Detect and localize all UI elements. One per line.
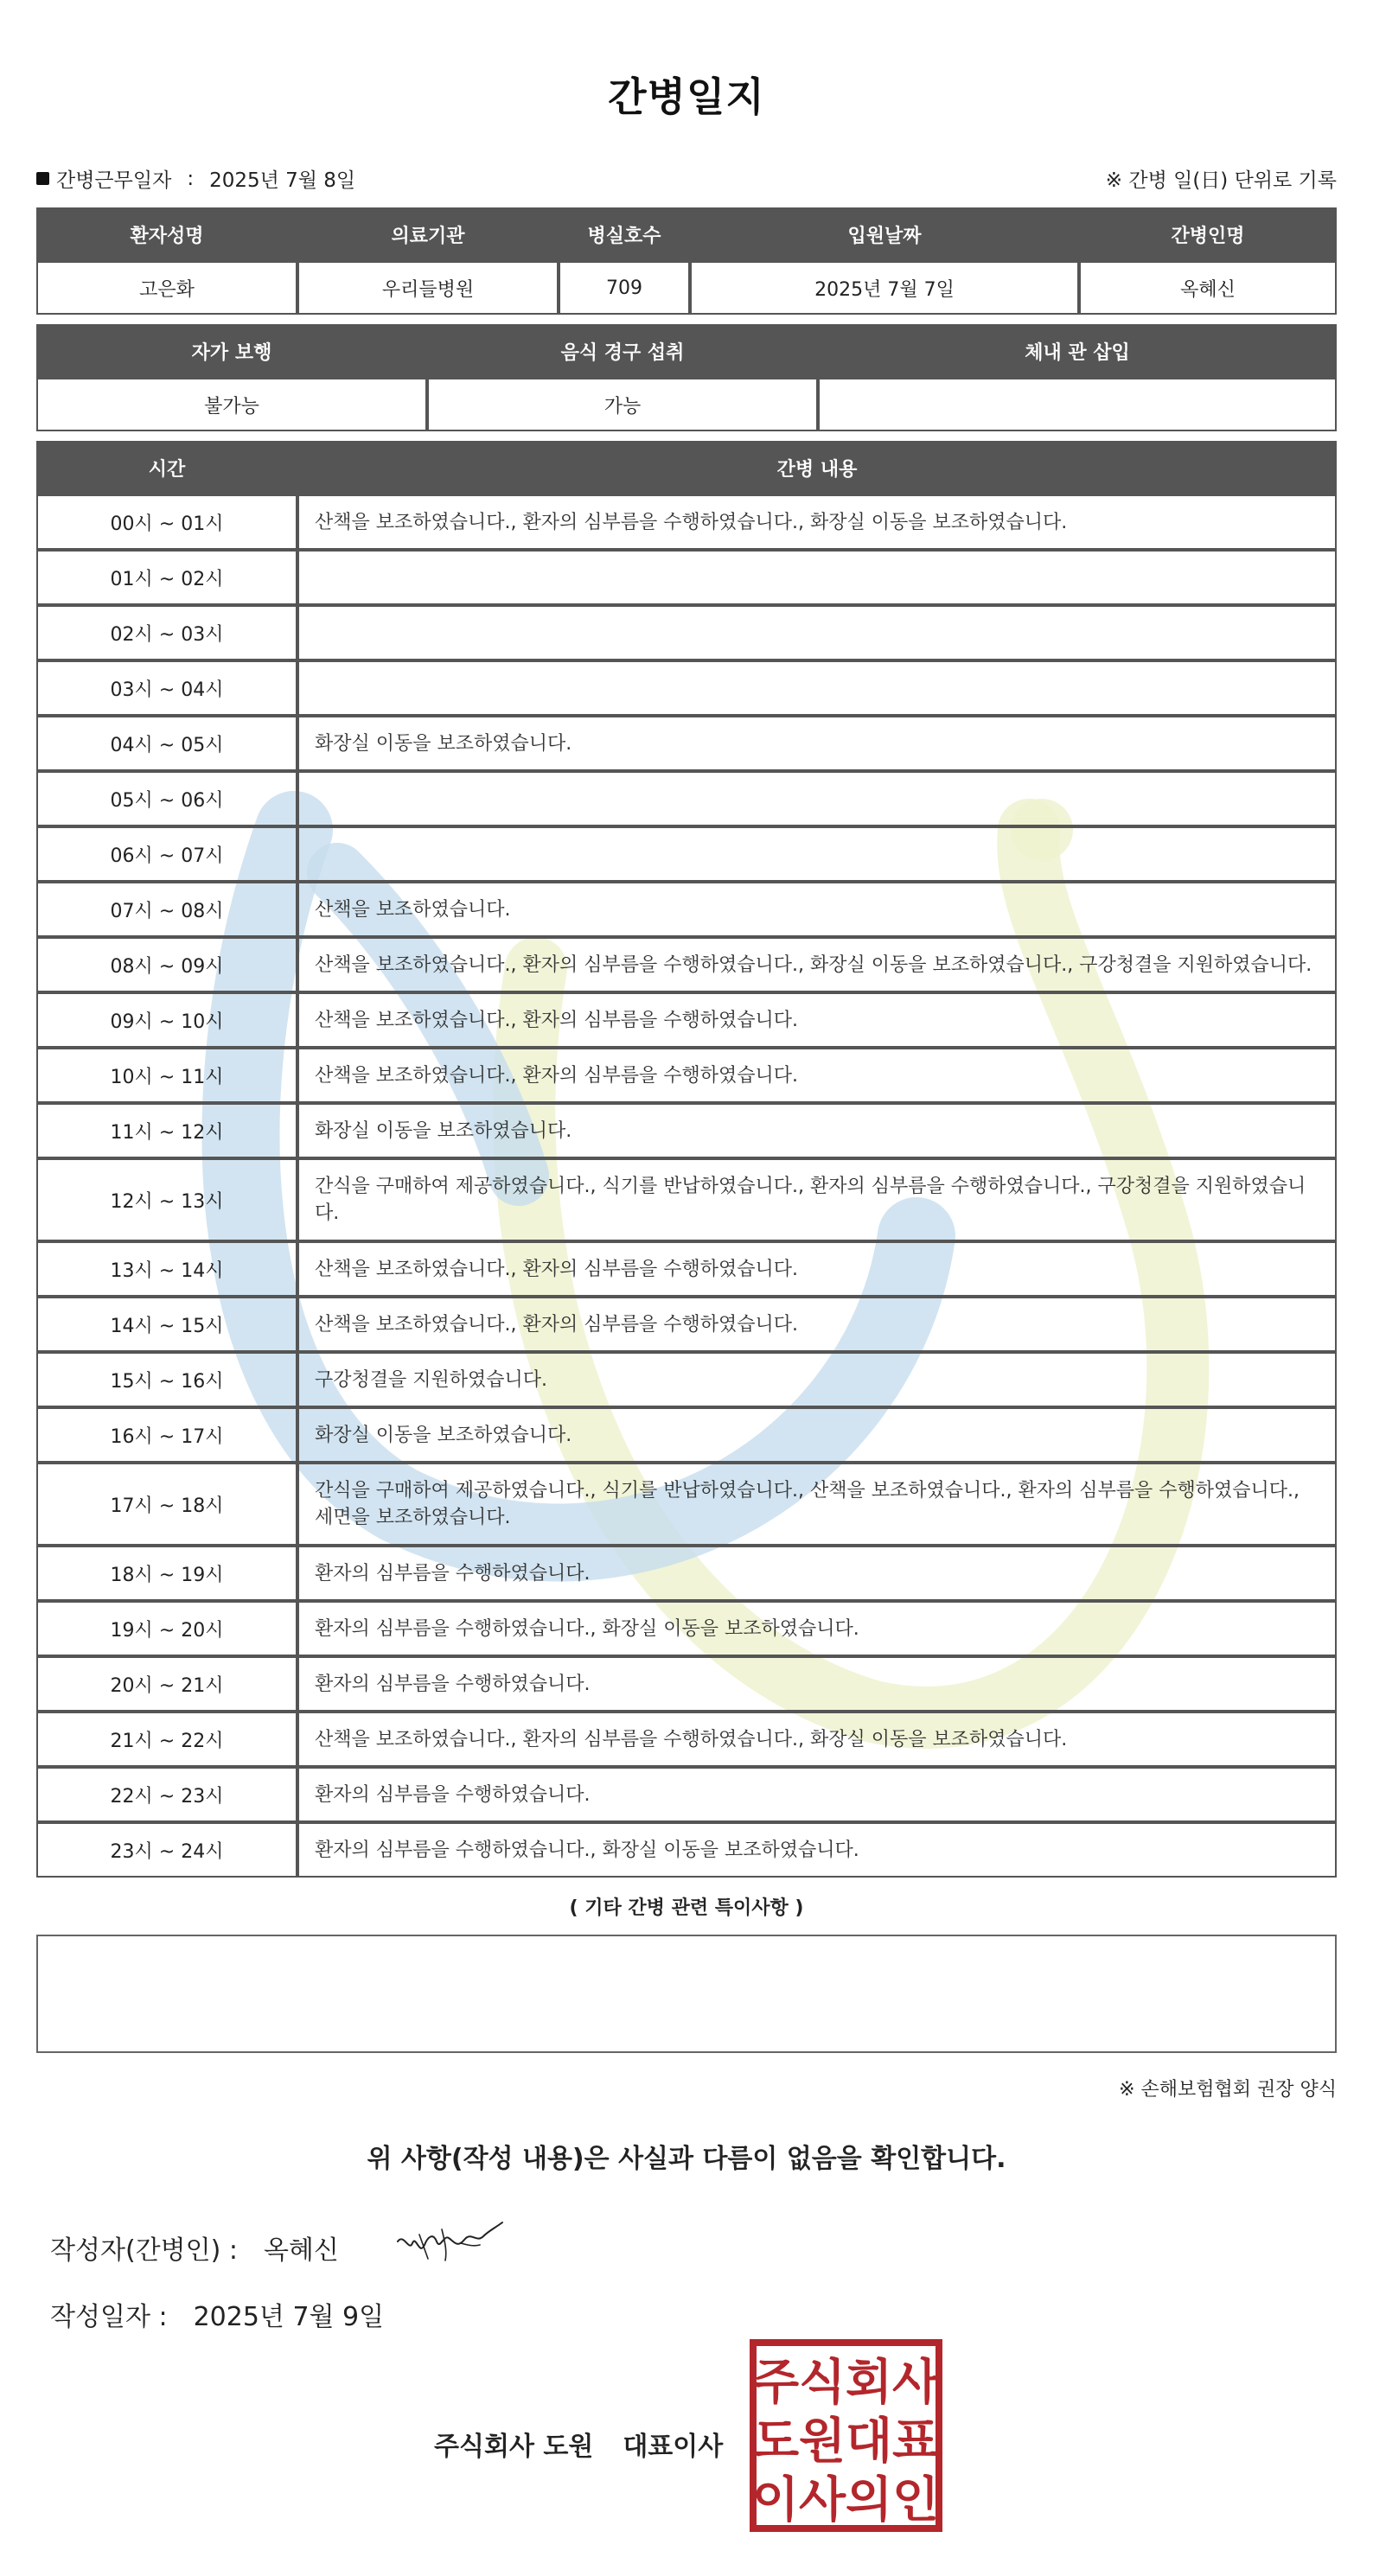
log-row xyxy=(36,992,1337,1048)
log-row xyxy=(36,1767,1337,1822)
log-content: 간식을 구매하여 제공하였습니다., 식기를 반납하였습니다., 환자의 심부름을 수행하였습니다., 구강청결을 지원하였습니다. xyxy=(297,1158,1337,1241)
header-self-walking: 자가 보행 xyxy=(36,324,427,378)
log-row xyxy=(36,716,1337,771)
log-time: 10시 ~ 11시 xyxy=(36,1048,297,1103)
seal-character: 사 xyxy=(891,2355,940,2411)
writer-label: 작성자(간병인) : xyxy=(50,2235,238,2266)
log-time: 12시 ~ 13시 xyxy=(36,1158,297,1241)
log-content: 산책을 보조하였습니다., 환자의 심부름을 수행하였습니다. xyxy=(297,1048,1337,1103)
seal-character: 회 xyxy=(845,2355,893,2411)
log-time: 13시 ~ 14시 xyxy=(36,1241,297,1297)
log-time: 23시 ~ 24시 xyxy=(36,1822,297,1878)
patient-info-table xyxy=(36,207,1337,315)
log-row xyxy=(36,1463,1337,1546)
log-content: 화장실 이동을 보조하였습니다. xyxy=(297,716,1337,771)
special-notes-box xyxy=(36,1935,1337,2053)
seal-character: 도 xyxy=(751,2413,800,2470)
seal-character: 의 xyxy=(845,2472,893,2528)
log-content xyxy=(297,826,1337,882)
special-notes-title: ( 기타 간병 관련 특이사항 ) xyxy=(569,1897,804,1919)
log-time: 14시 ~ 15시 xyxy=(36,1297,297,1352)
log-time: 20시 ~ 21시 xyxy=(36,1656,297,1712)
log-row xyxy=(36,1352,1337,1407)
log-row xyxy=(36,1241,1337,1297)
log-content: 환자의 심부름을 수행하였습니다. xyxy=(297,1546,1337,1601)
log-time: 00시 ~ 01시 xyxy=(36,494,297,550)
patient-status-table xyxy=(36,324,1337,431)
log-row xyxy=(36,1601,1337,1656)
oral-intake-value: 가능 xyxy=(427,378,818,431)
log-time: 22시 ~ 23시 xyxy=(36,1767,297,1822)
log-time: 11시 ~ 12시 xyxy=(36,1103,297,1158)
care-log-table xyxy=(36,441,1337,1878)
log-content: 산책을 보조하였습니다., 환자의 심부름을 수행하였습니다. xyxy=(297,1297,1337,1352)
log-time: 09시 ~ 10시 xyxy=(36,992,297,1048)
log-content: 환자의 심부름을 수행하였습니다. xyxy=(297,1767,1337,1822)
log-content xyxy=(297,605,1337,660)
company-title: 대표이사 xyxy=(623,2432,724,2462)
log-row xyxy=(36,826,1337,882)
log-time: 18시 ~ 19시 xyxy=(36,1546,297,1601)
form-source-note: ※ 손해보험협회 권장 양식 xyxy=(1119,2079,1337,2101)
written-date-value: 2025년 7월 9일 xyxy=(193,2302,385,2332)
header-oral-intake: 음식 경구 섭취 xyxy=(427,324,818,378)
status-header-row xyxy=(36,324,1337,378)
header-care-content: 간병 내용 xyxy=(297,441,1337,494)
log-row xyxy=(36,1407,1337,1463)
work-date-separator: : xyxy=(187,167,195,190)
log-time: 04시 ~ 05시 xyxy=(36,716,297,771)
log-content: 산책을 보조하였습니다., 환자의 심부름을 수행하였습니다. xyxy=(297,1241,1337,1297)
log-content xyxy=(297,771,1337,826)
caregiver-name: 옥혜신 xyxy=(1079,261,1337,315)
writer-name: 옥혜신 xyxy=(263,2235,339,2266)
written-date-label: 작성일자 : xyxy=(50,2302,168,2332)
log-row xyxy=(36,660,1337,716)
log-content: 구강청결을 지원하였습니다. xyxy=(297,1352,1337,1407)
log-row xyxy=(36,1546,1337,1601)
patient-header-row xyxy=(36,207,1337,261)
admission-date: 2025년 7월 7일 xyxy=(690,261,1079,315)
log-row xyxy=(36,1297,1337,1352)
log-content xyxy=(297,550,1337,605)
signature-image xyxy=(393,2217,506,2269)
log-content: 환자의 심부름을 수행하였습니다., 화장실 이동을 보조하였습니다. xyxy=(297,1601,1337,1656)
status-value-row xyxy=(36,378,1337,431)
header-time: 시간 xyxy=(36,441,297,494)
log-row xyxy=(36,1048,1337,1103)
log-time: 06시 ~ 07시 xyxy=(36,826,297,882)
log-row xyxy=(36,605,1337,660)
hospital-name: 우리들병원 xyxy=(297,261,559,315)
log-content: 산책을 보조하였습니다., 환자의 심부름을 수행하였습니다. xyxy=(297,992,1337,1048)
log-time: 17시 ~ 18시 xyxy=(36,1463,297,1546)
log-content: 화장실 이동을 보조하였습니다. xyxy=(297,1407,1337,1463)
work-date-label: 간병근무일자 xyxy=(56,169,172,192)
header-caregiver-name: 간병인명 xyxy=(1079,207,1337,261)
log-row xyxy=(36,882,1337,937)
company-seal-stamp xyxy=(749,2338,943,2533)
log-time: 02시 ~ 03시 xyxy=(36,605,297,660)
log-time: 05시 ~ 06시 xyxy=(36,771,297,826)
seal-character: 식 xyxy=(798,2355,846,2411)
log-row xyxy=(36,771,1337,826)
seal-character: 이 xyxy=(751,2472,800,2528)
seal-character: 인 xyxy=(891,2472,940,2528)
log-row xyxy=(36,1158,1337,1241)
seal-character: 대 xyxy=(845,2413,893,2470)
log-content: 화장실 이동을 보조하였습니다. xyxy=(297,1103,1337,1158)
log-time: 21시 ~ 22시 xyxy=(36,1712,297,1767)
log-time: 16시 ~ 17시 xyxy=(36,1407,297,1463)
confirmation-statement: 위 사항(작성 내용)은 사실과 다름이 없음을 확인합니다. xyxy=(367,2144,1006,2174)
log-time: 03시 ~ 04시 xyxy=(36,660,297,716)
log-time: 01시 ~ 02시 xyxy=(36,550,297,605)
patient-name: 고은화 xyxy=(36,261,297,315)
seal-character: 주 xyxy=(751,2355,800,2411)
meta-row xyxy=(36,164,1337,194)
log-time: 15시 ~ 16시 xyxy=(36,1352,297,1407)
self-walking-value: 불가능 xyxy=(36,378,427,431)
bullet-square-icon xyxy=(36,172,49,185)
tube-insertion-value xyxy=(818,378,1337,431)
daily-record-note: ※ 간병 일(日) 단위로 기록 xyxy=(1105,169,1337,192)
log-content: 산책을 보조하였습니다., 환자의 심부름을 수행하였습니다., 화장실 이동을 보조하였습니다. xyxy=(297,494,1337,550)
log-time: 19시 ~ 20시 xyxy=(36,1601,297,1656)
header-patient-name: 환자성명 xyxy=(36,207,297,261)
written-date-line xyxy=(50,2295,384,2333)
log-row xyxy=(36,1656,1337,1712)
header-hospital: 의료기관 xyxy=(297,207,559,261)
seal-character: 사 xyxy=(798,2472,846,2528)
room-number: 709 xyxy=(559,261,690,315)
header-admission-date: 입원날짜 xyxy=(690,207,1079,261)
header-room-number: 병실호수 xyxy=(559,207,690,261)
work-date-value: 2025년 7월 8일 xyxy=(209,169,356,192)
log-header-row xyxy=(36,441,1337,494)
log-time: 08시 ~ 09시 xyxy=(36,937,297,992)
log-content: 산책을 보조하였습니다., 환자의 심부름을 수행하였습니다., 화장실 이동을 보조하였습니다. xyxy=(297,1712,1337,1767)
log-time: 07시 ~ 08시 xyxy=(36,882,297,937)
log-content: 환자의 심부름을 수행하였습니다., 화장실 이동을 보조하였습니다. xyxy=(297,1822,1337,1878)
company-name: 주식회사 도원 xyxy=(434,2432,594,2462)
writer-line xyxy=(50,2228,339,2267)
seal-character: 표 xyxy=(891,2413,940,2470)
patient-value-row xyxy=(36,261,1337,315)
log-row xyxy=(36,937,1337,992)
header-tube-insertion: 체내 관 삽입 xyxy=(818,324,1337,378)
log-body xyxy=(36,494,1337,1878)
work-date xyxy=(36,164,355,193)
log-content: 산책을 보조하였습니다., 환자의 심부름을 수행하였습니다., 화장실 이동을 보조하였습니다., 구강청결을 지원하였습니다. xyxy=(297,937,1337,992)
log-content xyxy=(297,660,1337,716)
log-content: 환자의 심부름을 수행하였습니다. xyxy=(297,1656,1337,1712)
log-row xyxy=(36,1103,1337,1158)
log-content: 간식을 구매하여 제공하였습니다., 식기를 반납하였습니다., 산책을 보조하였습니다., 환자의 심부름을 수행하였습니다., 세면을 보조하였습니다. xyxy=(297,1463,1337,1546)
seal-character: 원 xyxy=(798,2413,846,2470)
log-content: 산책을 보조하였습니다. xyxy=(297,882,1337,937)
log-row xyxy=(36,1712,1337,1767)
log-row xyxy=(36,550,1337,605)
log-row xyxy=(36,1822,1337,1878)
log-row xyxy=(36,494,1337,550)
document-title: 간병일지 xyxy=(608,73,765,120)
company-signoff xyxy=(434,2425,723,2463)
